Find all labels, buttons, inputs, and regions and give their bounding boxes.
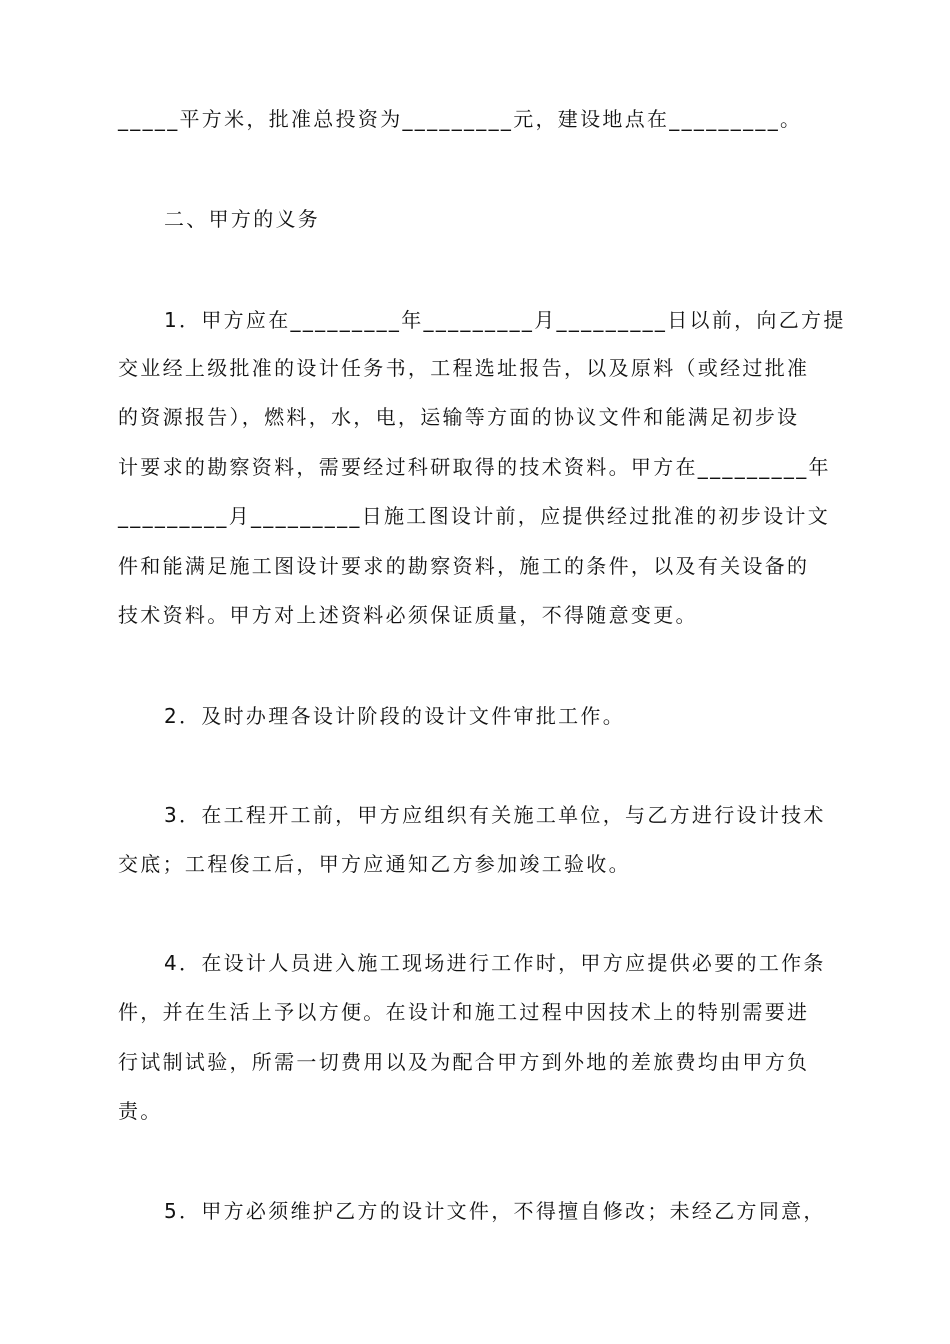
text-line: 行试制试验，所需一切费用以及为配合甲方到外地的差旅费均由甲方负 (118, 1050, 810, 1074)
text-line: 1．甲方应在_________年_________月_________日以前，向乙方提 (164, 308, 846, 332)
text-line: 3．在工程开工前，甲方应组织有关施工单位，与乙方进行设计技术 (164, 803, 826, 827)
text-line: 计要求的勘察资料，需要经过科研取得的技术资料。甲方在_________年 (118, 455, 831, 479)
text-line: 责。 (118, 1099, 163, 1123)
text-line: _____平方米，批准总投资为_________元，建设地点在_________。 (118, 107, 803, 131)
text-line: 4．在设计人员进入施工现场进行工作时，甲方应提供必要的工作条 (164, 951, 826, 975)
text-line: 件和能满足施工图设计要求的勘察资料，施工的条件，以及有关设备的 (118, 554, 810, 578)
text-line: 2．及时办理各设计阶段的设计文件审批工作。 (164, 704, 626, 728)
text-line: 交业经上级批准的设计任务书，工程选址报告，以及原料（或经过批准 (118, 356, 810, 380)
section-heading: 二、甲方的义务 (164, 207, 321, 231)
text-line: 件，并在生活上予以方便。在设计和施工过程中因技术上的特别需要进 (118, 1000, 810, 1024)
text-line: 的资源报告），燃料，水，电，运输等方面的协议文件和能满足初步设 (118, 405, 800, 429)
text-line: 技术资料。甲方对上述资料必须保证质量，不得随意变更。 (118, 603, 698, 627)
text-line: 5．甲方必须维护乙方的设计文件，不得擅自修改；未经乙方同意， (164, 1199, 826, 1223)
text-line: _________月_________日施工图设计前，应提供经过批准的初步设计文 (118, 504, 830, 528)
text-line: 交底；工程俊工后，甲方应通知乙方参加竣工验收。 (118, 852, 631, 876)
